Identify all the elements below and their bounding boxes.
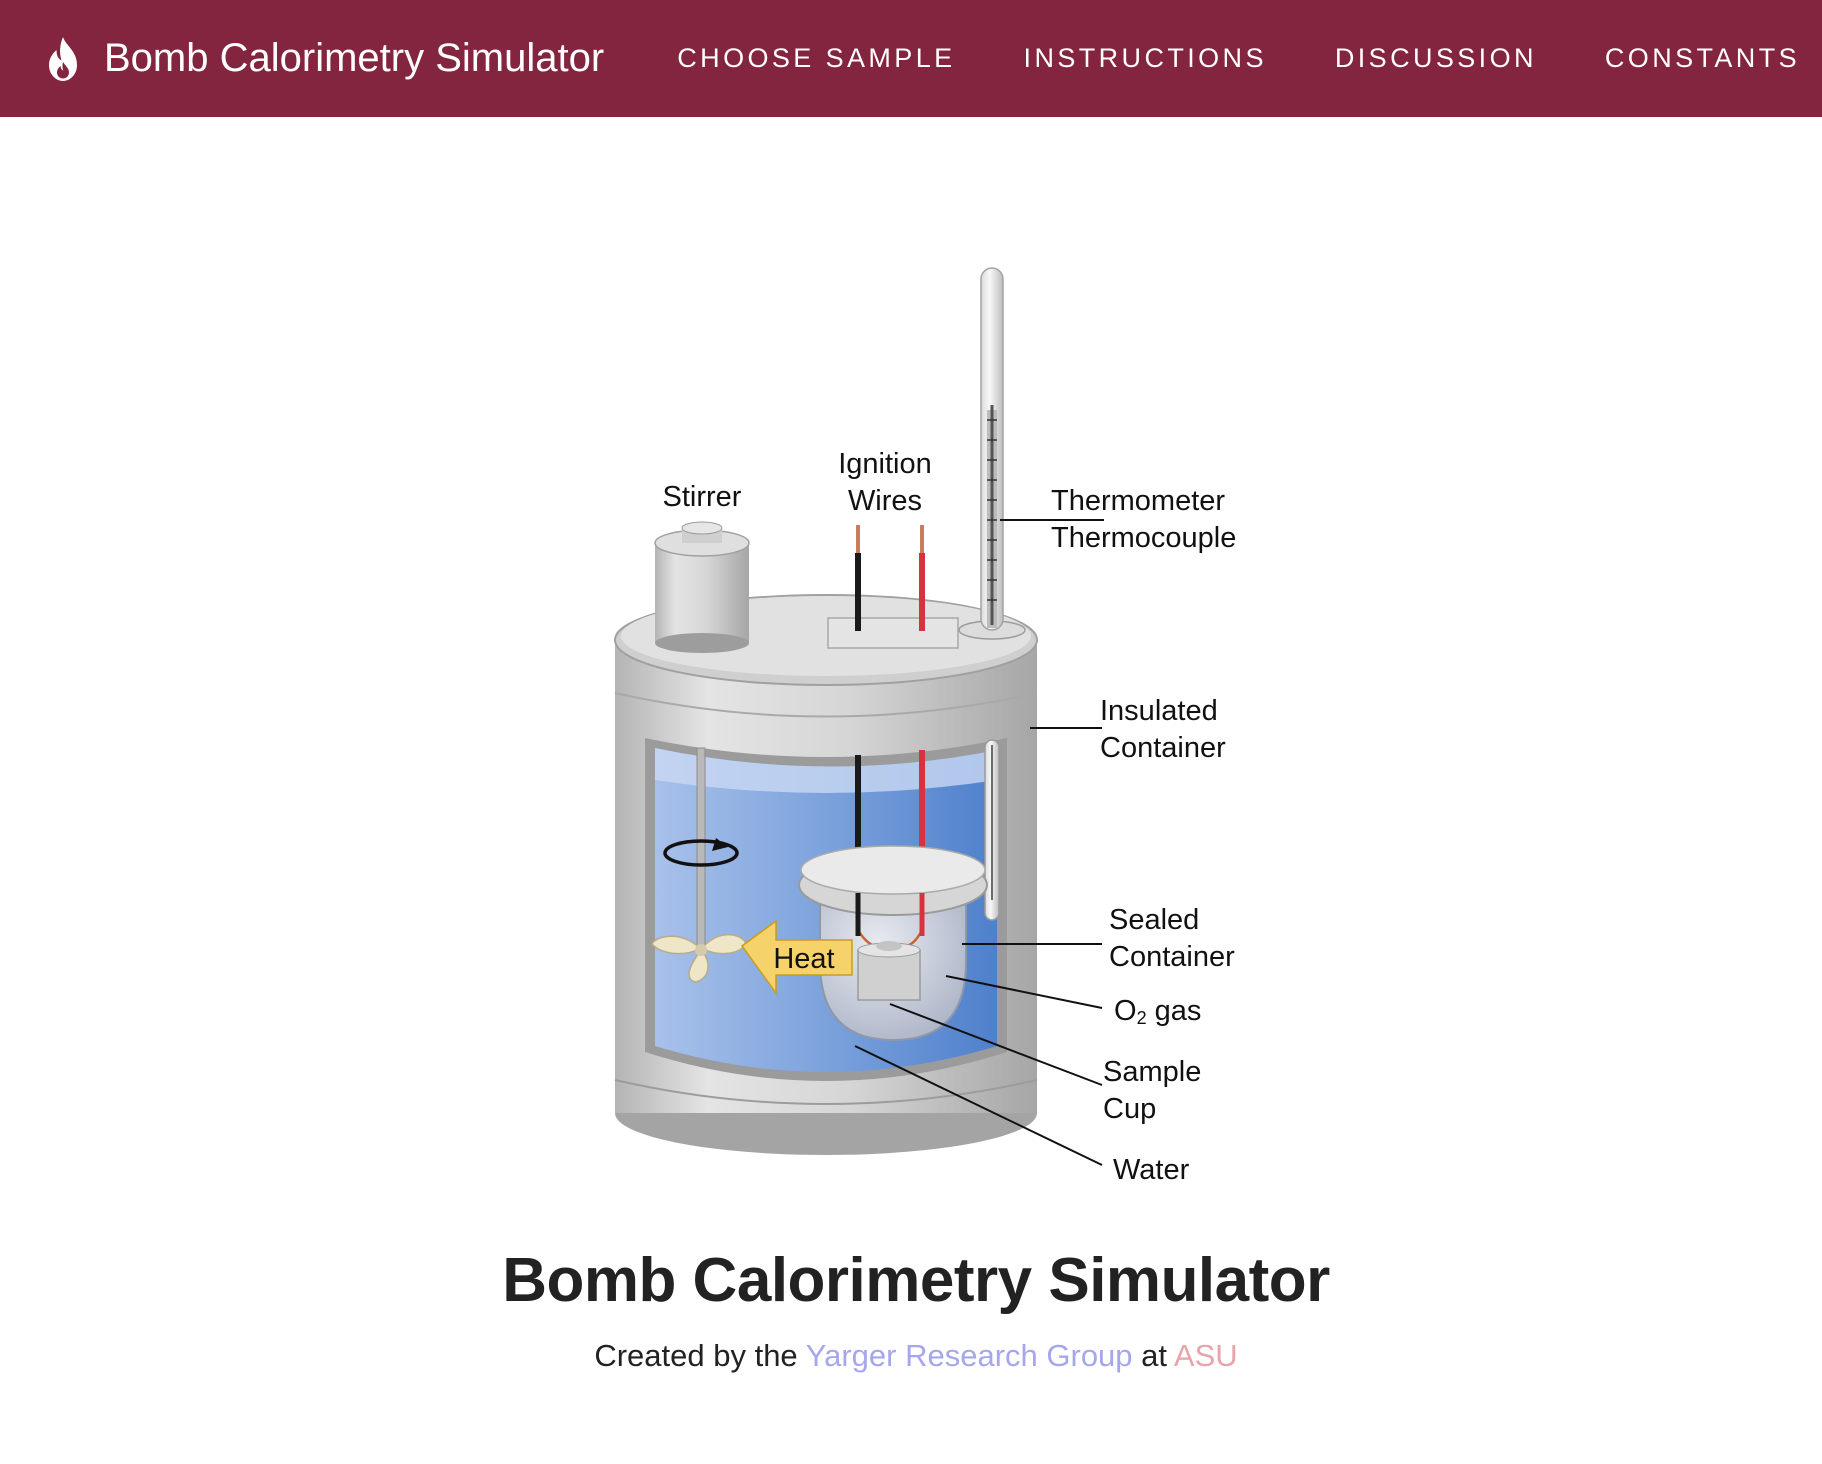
nav-choose-sample[interactable]: CHOOSE SAMPLE — [677, 43, 956, 73]
ignition-label-line1: Ignition — [838, 448, 932, 480]
o2-label-main: O — [1114, 995, 1137, 1027]
thermometer-label-line2: Thermocouple — [1051, 522, 1237, 554]
nav-constants[interactable]: CONSTANTS — [1604, 43, 1800, 73]
o2-label — [1114, 995, 1201, 1028]
page-title: Bomb Calorimetry Simulator — [502, 1246, 1330, 1315]
o2-label-rest: gas — [1146, 995, 1202, 1027]
asu-link[interactable]: ASU — [1173, 1338, 1238, 1373]
thermometer — [959, 268, 1025, 639]
o2-label-sub: 2 — [1136, 1008, 1147, 1028]
nav-discussion[interactable]: DISCUSSION — [1334, 43, 1537, 73]
heat-label: Heat — [773, 943, 835, 975]
sealed-label-line1: Sealed — [1109, 904, 1200, 936]
water-label: Water — [1113, 1154, 1190, 1186]
credit-prefix: Created by the — [594, 1338, 806, 1373]
sealed-label-line2: Container — [1109, 941, 1235, 973]
nav-instructions[interactable]: INSTRUCTIONS — [1023, 43, 1267, 73]
ignition-label-line2: Wires — [847, 485, 923, 517]
insulated-label-line2: Container — [1100, 732, 1226, 764]
sample-cup-label-line1: Sample — [1103, 1056, 1202, 1088]
inner-thermometer — [985, 740, 999, 920]
sample-cup-label-line2: Cup — [1103, 1093, 1157, 1125]
credit-line — [0, 1338, 1822, 1374]
brand-title: Bomb Calorimetry Simulator — [104, 36, 605, 80]
thermometer-label-line1: Thermometer — [1051, 485, 1226, 517]
credit-mid: at — [1132, 1338, 1174, 1373]
insulated-label-line1: Insulated — [1100, 695, 1218, 727]
stirrer-label: Stirrer — [662, 481, 742, 513]
yarger-group-link[interactable]: Yarger Research Group — [805, 1338, 1133, 1373]
